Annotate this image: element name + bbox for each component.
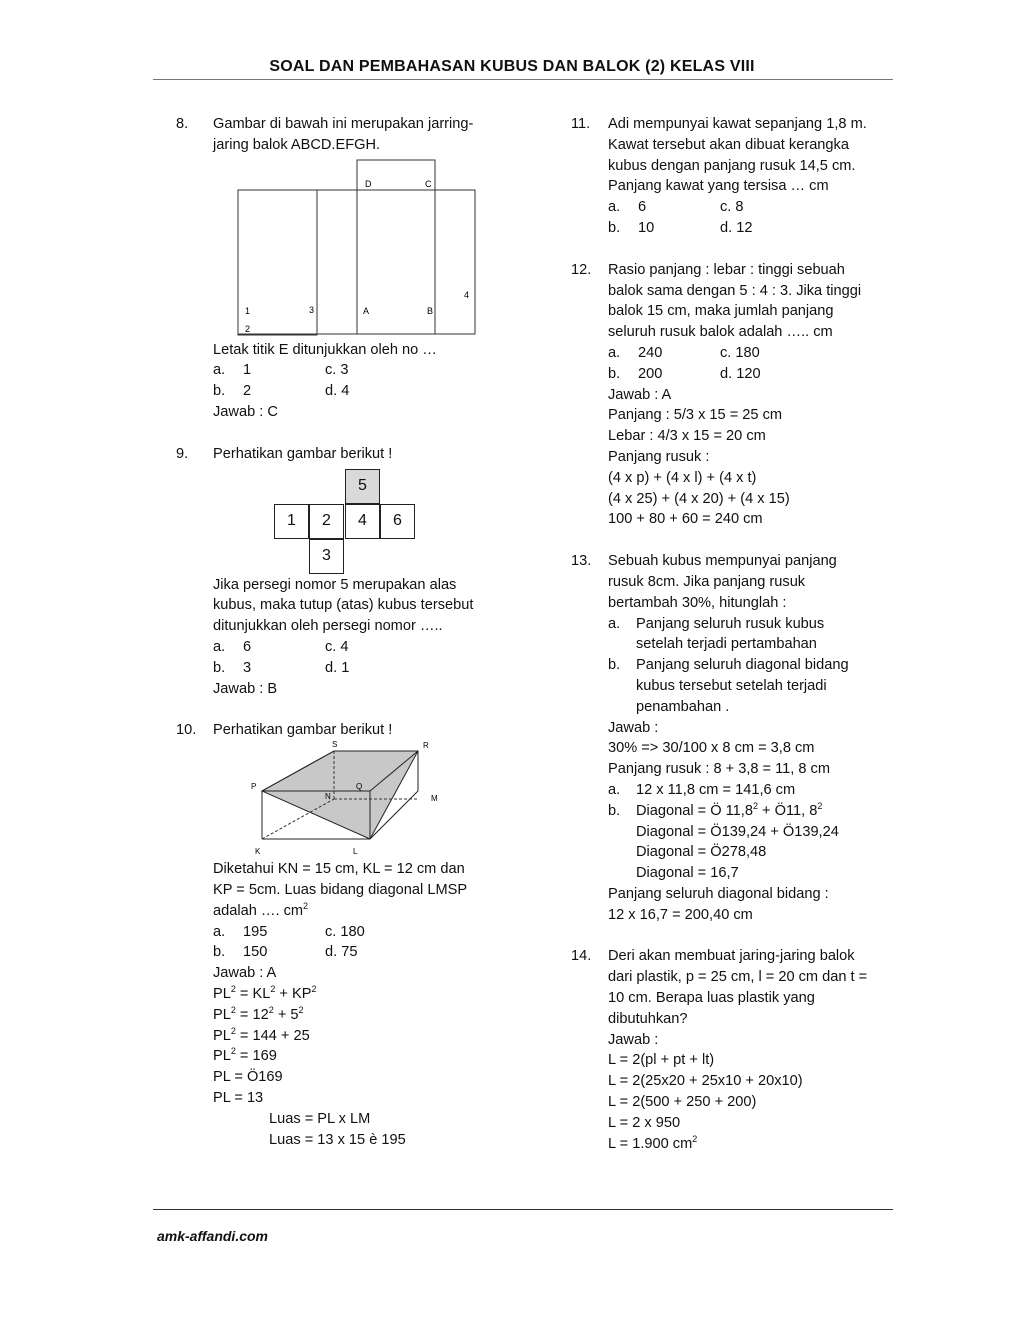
left-column: [176, 114, 546, 1150]
work-line: b. Diagonal = Ö $11,8^2$ + Ö11, $8^2$: [608, 800, 823, 819]
answer: Jawab :: [608, 719, 659, 736]
question-10: [176, 720, 546, 1150]
work-line: Diagonal = 16,7: [636, 865, 739, 882]
label-q: Q: [356, 782, 363, 792]
cube-net-figure: [213, 465, 546, 575]
work-line: 12 x 16,7 = 200,40 cm: [608, 906, 753, 923]
footer-rule: [153, 1209, 893, 1210]
net-face: [238, 334, 317, 335]
option-row: b. 150 d. 75: [213, 944, 358, 961]
net-square-3: 3: [309, 539, 344, 574]
question-text: balok 15 cm, maka jumlah panjang: [608, 303, 834, 320]
option-row: a. 240 c. 180: [608, 344, 760, 361]
label-r: R: [423, 741, 429, 751]
label-c: C: [425, 178, 432, 189]
option-row: a. 195 c. 180: [213, 923, 365, 940]
question-text: Diketahui KN = 15 cm, KL = 12 cm dan: [213, 861, 465, 878]
question-text: ditunjukkan oleh persegi nomor …..: [213, 618, 443, 635]
question-number: 12.: [571, 261, 592, 278]
work-line: L = 2(25x20 + 25x10 + 20x10): [608, 1073, 803, 1090]
question-13: [571, 551, 901, 925]
label-m: M: [431, 794, 438, 804]
work-line: 30% => 30/100 x 8 cm = 3,8 cm: [608, 740, 815, 757]
question-text: dari plastik, p = 25 cm, l = 20 cm dan t =: [608, 969, 868, 986]
question-number: 13.: [571, 553, 592, 570]
label-n: N: [325, 792, 331, 802]
question-text: dibutuhkan?: [608, 1010, 688, 1027]
question-text: seluruh rusuk balok adalah ….. cm: [608, 324, 833, 341]
question-text: balok sama dengan 5 : 4 : 3. Jika tinggi: [608, 282, 862, 299]
option-row: b. 2 d. 4: [213, 383, 350, 400]
net-square-5: 5: [345, 469, 380, 504]
label-d: D: [365, 178, 372, 189]
net-square-2: 2: [309, 504, 344, 539]
question-text: Deri akan membuat jaring-jaring balok: [608, 948, 855, 965]
question-text: Gambar di bawah ini merupakan jarring-: [213, 116, 474, 132]
question-text: Perhatikan gambar berikut !: [213, 722, 393, 739]
work-line: $PL^2 = KL^2 + KP^2$: [213, 984, 317, 1002]
question-text: adalah …. $cm^2$: [213, 900, 309, 919]
net-figure-balok: [207, 158, 470, 340]
net-face: [435, 190, 475, 334]
label-s: S: [332, 740, 338, 750]
question-text: kubus dengan panjang rusuk 14,5 cm.: [608, 157, 856, 174]
question-text: jaring balok ABCD.EFGH.: [213, 136, 381, 153]
question-text: Panjang kawat yang tersisa … cm: [608, 178, 829, 195]
sub-question: a. Panjang seluruh rusuk kubus: [608, 615, 825, 632]
work-line: $PL^2 = 12^2 + 5^2$: [213, 1004, 304, 1023]
option-row: a. 1 c. 3: [213, 362, 349, 379]
answer: Jawab : C: [213, 403, 278, 420]
option-row: b. 10 d. 12: [608, 219, 753, 236]
sub-question: setelah terjadi pertambahan: [636, 636, 817, 653]
option-row: a. 6 c. 4: [213, 638, 349, 655]
work-line: 100 + 80 + 60 = 240 cm: [608, 511, 763, 528]
work-line: (4 x 25) + (4 x 20) + (4 x 15): [608, 490, 790, 507]
work-line: $PL^2 = 144 + 25$: [213, 1025, 310, 1044]
work-line: Panjang seluruh diagonal bidang :: [608, 885, 829, 902]
answer: Jawab : B: [213, 680, 278, 697]
question-text: Sebuah kubus mempunyai panjang: [608, 553, 837, 570]
work-line: Lebar : 4/3 x 15 = 20 cm: [608, 428, 766, 445]
sub-question: penambahan .: [636, 698, 730, 715]
question-text: Perhatikan gambar berikut !: [213, 445, 393, 462]
label-b: B: [427, 305, 434, 316]
work-line: a. 12 x 11,8 cm = 141,6 cm: [608, 781, 796, 798]
question-text: Kawat tersebut akan dibuat kerangka: [608, 136, 849, 153]
answer: Jawab : A: [213, 965, 277, 982]
question-9: [176, 444, 546, 700]
label-a: A: [363, 305, 370, 316]
answer: Jawab :: [608, 1031, 659, 1048]
label-p: P: [251, 782, 257, 792]
work-line: Luas = PL x LM: [269, 1110, 371, 1127]
label-l: L: [353, 847, 358, 857]
page-header: SOAL DAN PEMBAHASAN KUBUS DAN BALOK (2) KELAS VIII: [269, 58, 755, 75]
option-row: a. 6 c. 8: [608, 199, 744, 216]
sub-question: kubus tersebut setelah terjadi: [636, 677, 827, 694]
header-rule: [153, 79, 893, 80]
question-text: Adi mempunyai kawat sepanjang 1,8 m.: [608, 116, 867, 132]
question-text: KP = 5cm. Luas bidang diagonal LMSP: [213, 881, 468, 898]
question-text: kubus, maka tutup (atas) kubus tersebut: [213, 597, 474, 614]
right-column: [571, 114, 901, 1154]
work-line: Panjang : 5/3 x 15 = 25 cm: [608, 407, 783, 424]
net-square-6: 6: [380, 504, 415, 539]
work-line: L = 1.900 $cm^2$: [608, 1133, 698, 1152]
question-number: 14.: [571, 948, 592, 965]
work-line: Luas = 13 x 15 è 195: [269, 1131, 406, 1148]
work-line: Panjang rusuk : 8 + 3,8 = 11, 8 cm: [608, 761, 831, 778]
work-line: PL = Ö169: [213, 1069, 283, 1086]
question-number: 11.: [571, 116, 591, 132]
answer: Jawab : A: [608, 386, 672, 403]
label-1: 1: [245, 305, 251, 316]
work-line: Panjang rusuk :: [608, 448, 710, 465]
label-2: 2: [245, 323, 251, 334]
question-number: 10.: [176, 722, 197, 739]
question-text: Rasio panjang : lebar : tinggi sebuah: [608, 261, 845, 278]
work-line: (4 x p) + (4 x l) + (4 x t): [608, 469, 757, 486]
work-line: Diagonal = Ö278,48: [636, 844, 767, 861]
option-row: b. 3 d. 1: [213, 659, 350, 676]
option-row: b. 200 d. 120: [608, 365, 761, 382]
label-k: K: [255, 847, 261, 857]
question-text: Letak titik E ditunjukkan oleh no …: [213, 341, 437, 358]
work-line: L = 2 x 950: [608, 1114, 681, 1131]
question-14: [571, 946, 901, 1154]
question-text: bertambah 30%, hitunglah :: [608, 594, 787, 611]
work-line: $PL^2 = 169$: [213, 1046, 277, 1065]
question-text: Jika persegi nomor 5 merupakan alas: [213, 576, 457, 593]
sub-question: b. Panjang seluruh diagonal bidang: [608, 657, 849, 674]
work-line: L = 2(500 + 250 + 200): [608, 1094, 757, 1111]
net-face: [317, 190, 357, 334]
question-12: [571, 260, 901, 530]
question-number: 8.: [176, 116, 189, 132]
work-line: Diagonal = Ö139,24 + Ö139,24: [636, 823, 839, 840]
label-4: 4: [464, 289, 470, 300]
work-line: PL = 13: [213, 1089, 264, 1106]
net-square-4: 4: [345, 504, 380, 539]
cuboid-figure: [235, 741, 465, 859]
question-8: [176, 114, 546, 423]
work-line: L = 2(pl + pt + lt): [608, 1052, 715, 1069]
label-3: 3: [309, 304, 315, 315]
question-text: rusuk 8cm. Jika panjang rusuk: [608, 573, 806, 590]
net-square-1: 1: [274, 504, 309, 539]
question-11: [571, 114, 901, 239]
question-number: 9.: [176, 445, 189, 462]
question-text: 10 cm. Berapa luas plastik yang: [608, 990, 815, 1007]
footer-site: amk-affandi.com: [157, 1228, 268, 1244]
